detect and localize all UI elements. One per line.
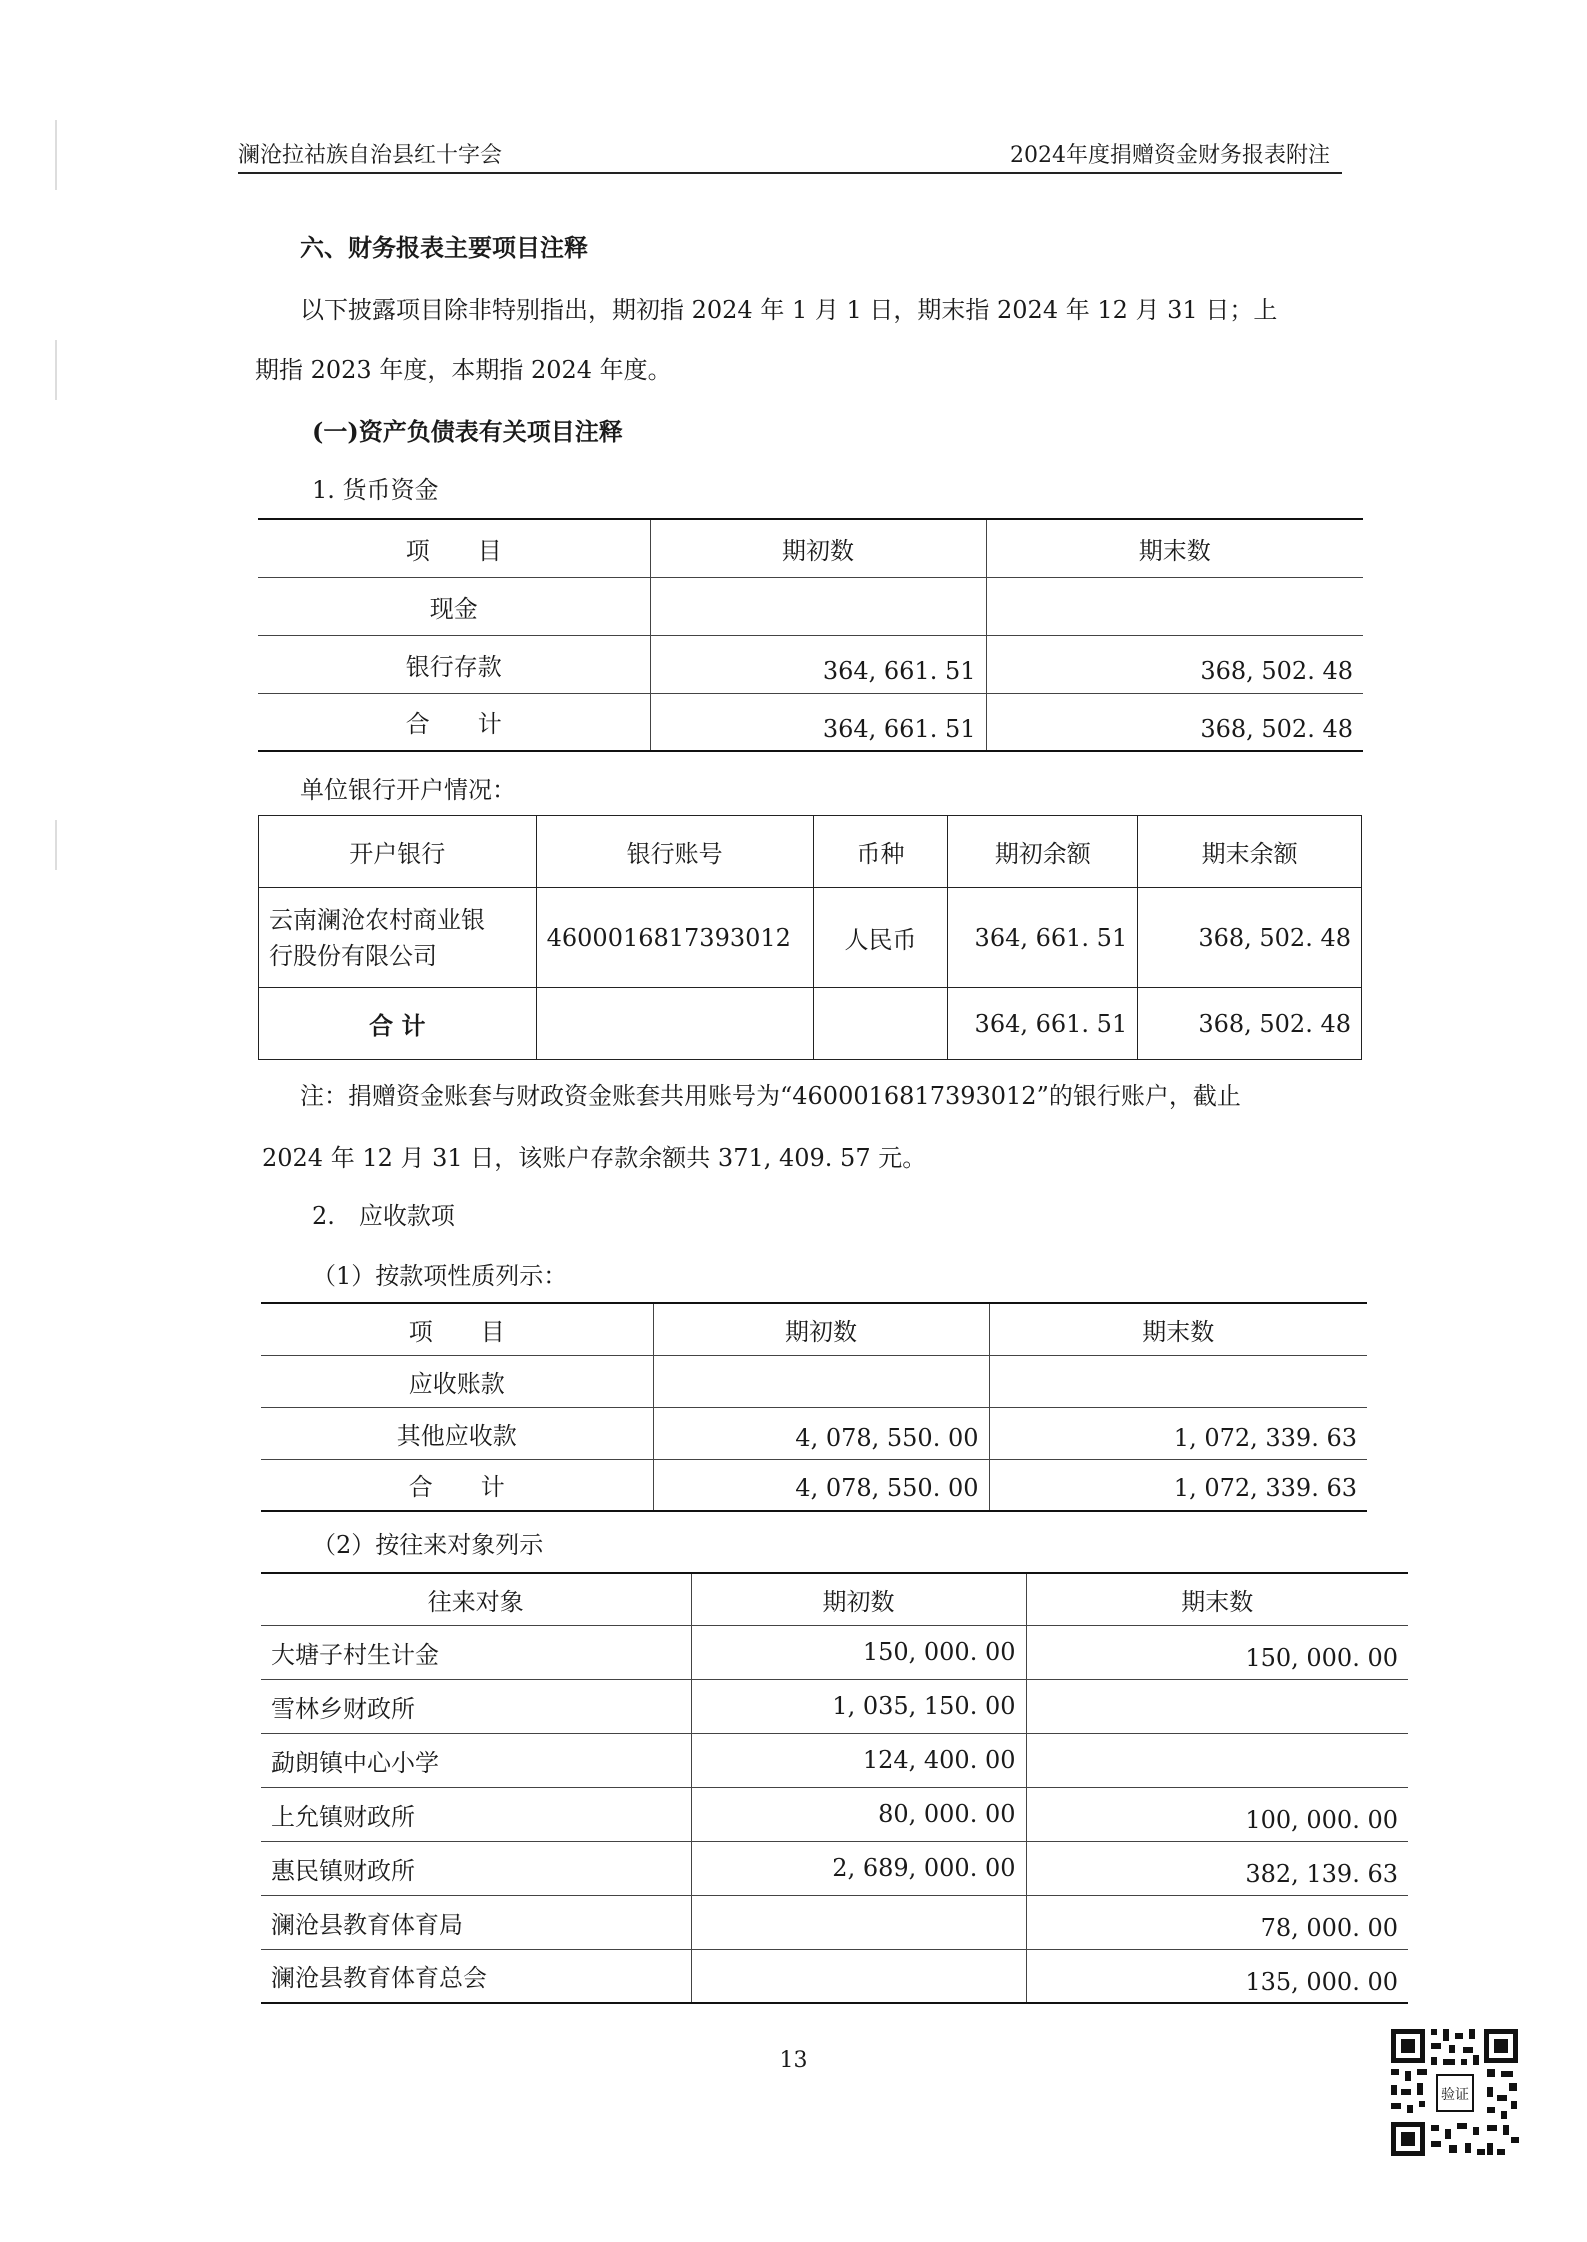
- col-header: 期末数: [1026, 1573, 1408, 1625]
- item2-subtitle-1: （1）按款项性质列示：: [312, 1262, 568, 1290]
- col-header: 项 目: [258, 519, 650, 577]
- cell-begin: 2, 689, 000. 00: [691, 1841, 1026, 1895]
- page-number: 13: [779, 2048, 808, 2073]
- row-label: 其他应收款: [261, 1407, 653, 1459]
- table-row: [261, 1733, 1408, 1787]
- cell-begin: [691, 1895, 1026, 1949]
- party-name: 上允镇财政所: [261, 1787, 691, 1841]
- header-report: 2024年度捐赠资金财务报表附注: [1010, 143, 1330, 168]
- table-row: [261, 1355, 1367, 1407]
- cell-begin: 80, 000. 00: [691, 1787, 1026, 1841]
- col-header: 期末数: [989, 1303, 1367, 1355]
- row-label: 合 计: [259, 988, 537, 1060]
- item1-title: 1. 货币资金: [312, 476, 439, 504]
- qr-code-icon: [1387, 2025, 1522, 2160]
- col-header: 银行账号: [536, 816, 813, 888]
- cell-begin: 364, 661. 51: [650, 635, 986, 693]
- cell-begin: 150, 000. 00: [691, 1625, 1026, 1679]
- cell-begin: 364, 661. 51: [650, 693, 986, 751]
- table-row: [261, 1625, 1408, 1679]
- cell-begin: 124, 400. 00: [691, 1733, 1026, 1787]
- table-row: [258, 635, 1363, 693]
- table-row: [261, 1895, 1408, 1949]
- col-header: 期末余额: [1138, 816, 1362, 888]
- section-title: 六、财务报表主要项目注释: [300, 233, 588, 262]
- scan-margin-mark: [55, 340, 57, 400]
- cell-end: 368, 502. 48: [986, 635, 1363, 693]
- item2-subtitle-2: （2）按往来对象列示: [312, 1531, 544, 1559]
- table-row: [261, 1949, 1408, 2003]
- cell-end: [986, 577, 1363, 635]
- table-header-row: [259, 816, 1362, 888]
- qr-stamp-text: 验证: [1441, 2087, 1469, 2103]
- table-total-row: [259, 988, 1362, 1060]
- cell-begin: [650, 577, 986, 635]
- col-header: 币种: [813, 816, 948, 888]
- col-header: 期初数: [653, 1303, 989, 1355]
- cell-end: 150, 000. 00: [1026, 1625, 1408, 1679]
- row-label: 应收账款: [261, 1355, 653, 1407]
- cell-begin: [653, 1355, 989, 1407]
- cell-end: 1, 072, 339. 63: [989, 1459, 1367, 1511]
- table-header-row: [258, 519, 1363, 577]
- row-label: 现金: [258, 577, 650, 635]
- col-header: 往来对象: [261, 1573, 691, 1625]
- col-header: 项 目: [261, 1303, 653, 1355]
- table-total-row: [261, 1459, 1367, 1511]
- item2-title: 2. 应收款项: [312, 1202, 455, 1230]
- cell-begin: 4, 078, 550. 00: [653, 1407, 989, 1459]
- cell-begin: [691, 1949, 1026, 2003]
- party-name: 惠民镇财政所: [261, 1841, 691, 1895]
- cell-end: [1026, 1679, 1408, 1733]
- bank-name-line: 行股份有限公司: [269, 941, 437, 970]
- cell-begin: 364, 661. 51: [948, 988, 1138, 1060]
- note-line-1: 注：捐赠资金账套与财政资金账套共用账号为“4600016817393012”的银行账户，截止: [300, 1082, 1241, 1110]
- note-line-2: 2024 年 12 月 31 日，该账户存款余额共 371, 409. 57 元。: [262, 1144, 927, 1172]
- cell-end: 135, 000. 00: [1026, 1949, 1408, 2003]
- party-name: 澜沧县教育体育总会: [261, 1949, 691, 2003]
- row-label: 合 计: [261, 1459, 653, 1511]
- col-header: 开户银行: [259, 816, 537, 888]
- account-number: 4600016817393012: [536, 888, 813, 988]
- scan-margin-mark: [55, 120, 57, 190]
- row-label: 银行存款: [258, 635, 650, 693]
- bank-account-table: [258, 815, 1362, 1060]
- col-header: 期初余额: [948, 816, 1138, 888]
- cell-end: 368, 502. 48: [1138, 988, 1362, 1060]
- cell-end: 368, 502. 48: [1138, 888, 1362, 988]
- cell-end: 100, 000. 00: [1026, 1787, 1408, 1841]
- table-row: [261, 1841, 1408, 1895]
- table-row: [259, 888, 1362, 988]
- table-row: [261, 1679, 1408, 1733]
- subsection-title: (一)资产负债表有关项目注释: [312, 417, 623, 446]
- bank-title: 单位银行开户情况：: [300, 776, 516, 804]
- intro-line-2: 期指 2023 年度，本期指 2024 年度。: [255, 356, 672, 384]
- cash-table: [258, 518, 1363, 752]
- cell-end: 382, 139. 63: [1026, 1841, 1408, 1895]
- intro-line-1: 以下披露项目除非特别指出，期初指 2024 年 1 月 1 日，期末指 2024 年 12 月 31 日；上: [300, 296, 1278, 324]
- cell-end: 368, 502. 48: [986, 693, 1363, 751]
- cell-begin: 1, 035, 150. 00: [691, 1679, 1026, 1733]
- header-rule: [238, 172, 1342, 174]
- table-header-row: [261, 1573, 1408, 1625]
- cell-end: 78, 000. 00: [1026, 1895, 1408, 1949]
- table-row: [261, 1787, 1408, 1841]
- col-header: 期末数: [986, 519, 1363, 577]
- table-total-row: [258, 693, 1363, 751]
- cell-empty: [536, 988, 813, 1060]
- party-name: 大塘子村生计金: [261, 1625, 691, 1679]
- col-header: 期初数: [650, 519, 986, 577]
- cell-end: 1, 072, 339. 63: [989, 1407, 1367, 1459]
- table-row: [261, 1407, 1367, 1459]
- header-org: 澜沧拉祜族自治县红十字会: [238, 143, 503, 168]
- col-header: 期初数: [691, 1573, 1026, 1625]
- receivables-by-party-table: [261, 1572, 1408, 2004]
- table-header-row: [261, 1303, 1367, 1355]
- table-row: [258, 577, 1363, 635]
- cell-end: [989, 1355, 1367, 1407]
- row-label: 合 计: [258, 693, 650, 751]
- party-name: 雪林乡财政所: [261, 1679, 691, 1733]
- receivables-by-type-table: [261, 1302, 1367, 1512]
- party-name: 勐朗镇中心小学: [261, 1733, 691, 1787]
- cell-end: [1026, 1733, 1408, 1787]
- cell-begin: 364, 661. 51: [948, 888, 1138, 988]
- scan-margin-mark: [55, 820, 57, 870]
- bank-name-line: 云南澜沧农村商业银: [269, 905, 485, 934]
- party-name: 澜沧县教育体育局: [261, 1895, 691, 1949]
- cell-begin: 4, 078, 550. 00: [653, 1459, 989, 1511]
- bank-name: [259, 888, 537, 988]
- cell-empty: [813, 988, 948, 1060]
- currency: 人民币: [813, 888, 948, 988]
